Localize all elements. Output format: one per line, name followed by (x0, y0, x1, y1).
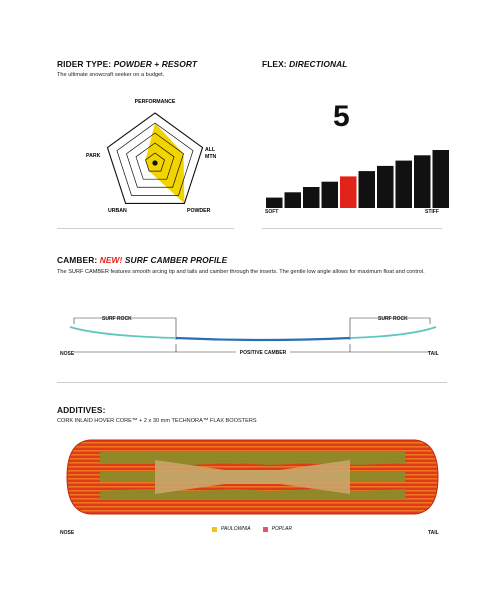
board-stripe (60, 486, 445, 488)
camber-description: The SURF CAMBER features smooth arcing tip and tails and camber through the inserts. The gentle low angle allows for maximum float and control. (57, 269, 425, 275)
legend-item-poplar (263, 526, 292, 532)
legend-swatch-poplar (263, 527, 268, 532)
board-stripe (60, 442, 445, 444)
core-legend (212, 526, 292, 532)
additives-nose-label: NOSE (60, 530, 75, 536)
legend-swatch-paulownia (212, 527, 217, 532)
flex-soft-label: SOFT (265, 209, 279, 215)
rider-type-heading (57, 59, 197, 69)
cork-inlay-middle (225, 470, 280, 484)
board-stripe (60, 450, 445, 452)
camber-profile-rocker-right (350, 327, 436, 338)
flex-label: FLEX: (262, 59, 287, 69)
camber-new-badge: NEW! (99, 255, 123, 265)
additives-tail-label: TAIL (428, 530, 439, 536)
radar-fill (145, 123, 184, 203)
surf-rock-right-label: SURF ROCK (378, 316, 408, 322)
radar-label-urban: URBAN (108, 208, 127, 214)
board-stripe (60, 466, 445, 468)
camber-profile-rocker-left (70, 327, 176, 338)
positive-camber-label: POSITIVE CAMBER (239, 350, 287, 356)
radar-label-powder: POWDER (187, 208, 211, 214)
rider-type-radar-chart (80, 95, 250, 225)
flex-heading (262, 59, 347, 69)
camber-nose-label: NOSE (60, 351, 75, 357)
additives-description: CORK INLAID HOVER CORE™ + 2 x 30 mm TECHNORA™ FLAX BOOSTERS (57, 418, 257, 424)
camber-value: SURF CAMBER PROFILE (124, 255, 228, 265)
flex-bar-9 (414, 155, 431, 208)
flex-bar-1 (266, 198, 283, 208)
additives-heading: ADDITIVES: (57, 405, 106, 415)
camber-tail-label: TAIL (428, 351, 439, 357)
flex-bar-6 (359, 171, 376, 208)
flex-bar-8 (396, 161, 413, 208)
flex-value: DIRECTIONAL (289, 59, 348, 69)
radar-label-park: PARK (86, 153, 101, 159)
legend-item-paulownia (212, 526, 251, 532)
divider-middle (57, 382, 447, 383)
rider-type-value: POWDER + RESORT (113, 59, 198, 69)
camber-profile-positive (176, 338, 350, 340)
flex-bar-chart (265, 150, 450, 210)
legend-label-paulownia: PAULOWNIA (221, 526, 251, 532)
rider-type-label: RIDER TYPE: (57, 59, 112, 69)
flex-bar-2 (285, 192, 302, 208)
flex-bar-10 (433, 150, 450, 208)
camber-profile-diagram (60, 300, 445, 365)
flex-bar-5 (340, 176, 357, 208)
board-stripe (60, 446, 445, 448)
camber-heading (57, 255, 227, 265)
flex-bar-7 (377, 166, 394, 208)
divider-top-left (57, 228, 234, 229)
rider-type-subtitle: The ultimate snowcraft seeker on a budget. (57, 72, 165, 78)
flex-stiff-label: STIFF (425, 209, 439, 215)
radar-label-all-mtn-2: MTN (205, 154, 217, 160)
flex-bar-4 (322, 182, 339, 208)
flex-number: 5 (333, 100, 350, 133)
radar-label-all-mtn-1: ALL (205, 147, 216, 153)
divider-top-right (262, 228, 442, 229)
board-stripe (60, 506, 445, 508)
legend-label-poplar: POPLAR (271, 526, 292, 532)
radar-center-dot (152, 160, 157, 165)
flex-bar-3 (303, 187, 320, 208)
board-core-illustration (60, 432, 445, 522)
radar-label-performance: PERFORMANCE (134, 99, 176, 105)
surf-rock-left-label: SURF ROCK (102, 316, 132, 322)
camber-label: CAMBER: (57, 255, 98, 265)
board-stripe (60, 510, 445, 512)
board-stripe (60, 502, 445, 504)
